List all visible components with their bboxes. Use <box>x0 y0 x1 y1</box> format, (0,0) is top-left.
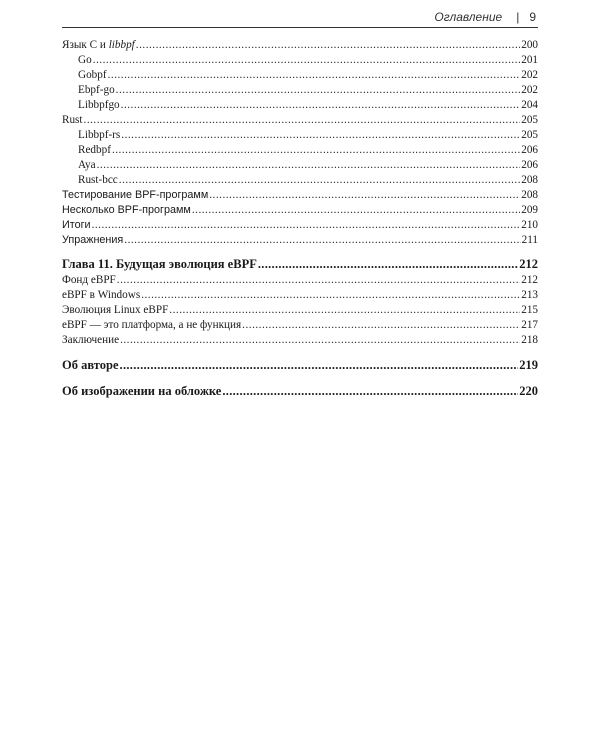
toc-entry-c-libbpf[interactable] <box>62 38 538 53</box>
toc-entry-rust-bcc[interactable] <box>62 173 538 188</box>
toc-leader-dots <box>141 288 520 303</box>
toc-entry-title: Фонд eBPF <box>62 274 116 286</box>
toc-chapter-title: Об авторе <box>62 358 119 372</box>
toc-chapter-page: 212 <box>519 257 538 271</box>
toc-entry-title: Эволюция Linux eBPF <box>62 304 169 316</box>
toc-entry-multiple-bpf[interactable] <box>62 203 538 218</box>
toc-entry-page: 217 <box>521 319 538 331</box>
toc-entry-page: 208 <box>521 189 538 201</box>
toc-leader-dots <box>97 158 521 173</box>
toc-entry-ebpf-windows[interactable] <box>62 288 538 303</box>
toc-entry-ebpf-platform[interactable] <box>62 318 538 333</box>
toc-entry-title: Aya <box>78 159 96 171</box>
toc-leader-dots <box>84 113 521 128</box>
toc-entry-page: 208 <box>521 174 538 186</box>
toc-chapter-title: Глава 11. Будущая эволюция eBPF <box>62 257 257 271</box>
toc-entry-title: Rust-bcc <box>78 174 118 186</box>
toc-entry-page: 210 <box>521 219 538 231</box>
toc-entry-title: Заключение <box>62 334 120 346</box>
toc-entry-exercises[interactable] <box>62 233 538 248</box>
toc-entry-page: 200 <box>521 39 538 51</box>
toc-entry-title: Rust <box>62 114 83 126</box>
toc-entry-page: 204 <box>521 99 538 111</box>
toc-entry-page: 206 <box>521 159 538 171</box>
toc-about-cover[interactable] <box>62 383 538 400</box>
toc-entry-title: Libbpfgo <box>78 99 120 111</box>
toc-leader-dots <box>120 333 520 348</box>
toc-entry-linux-ebpf-evolution[interactable] <box>62 303 538 318</box>
toc-entry-title: Упражнения <box>62 234 124 246</box>
table-of-contents <box>62 38 538 400</box>
toc-entry-ebpf-foundation[interactable] <box>62 273 538 288</box>
toc-entry-page: 218 <box>521 334 538 346</box>
toc-entry-page: 211 <box>521 234 538 246</box>
toc-entry-title: Redbpf <box>78 144 111 156</box>
toc-leader-dots <box>136 38 520 53</box>
toc-leader-dots <box>258 256 518 273</box>
toc-entry-title: Язык С и libbpf <box>62 39 135 51</box>
toc-entry-title: eBPF — это платформа, а не функция <box>62 319 242 331</box>
header-separator: | <box>516 10 520 24</box>
toc-entry-title: eBPF в Windows <box>62 289 141 301</box>
toc-entry-page: 213 <box>521 289 538 301</box>
toc-leader-dots <box>121 128 520 143</box>
toc-leader-dots <box>112 143 520 158</box>
toc-leader-dots <box>169 303 520 318</box>
toc-entry-rust[interactable] <box>62 113 538 128</box>
toc-entry-page: 215 <box>521 304 538 316</box>
toc-entry-libbpf-rs[interactable] <box>62 128 538 143</box>
toc-entry-title: Несколько BPF-программ <box>62 204 191 216</box>
toc-entry-title: Libbpf-rs <box>78 129 121 141</box>
toc-entry-page: 205 <box>521 129 538 141</box>
toc-about-author[interactable] <box>62 357 538 374</box>
toc-entry-title: Go <box>78 54 92 66</box>
running-header <box>62 10 538 28</box>
toc-leader-dots <box>242 318 520 333</box>
toc-leader-dots <box>92 218 521 233</box>
toc-chapter-page: 219 <box>519 358 538 372</box>
toc-entry-gobpf[interactable] <box>62 68 538 83</box>
toc-entry-summary[interactable] <box>62 218 538 233</box>
toc-chapter-page: 220 <box>519 384 538 398</box>
toc-entry-aya[interactable] <box>62 158 538 173</box>
toc-entry-redbpf[interactable] <box>62 143 538 158</box>
toc-leader-dots <box>192 203 520 218</box>
toc-entry-testing-bpf[interactable] <box>62 188 538 203</box>
toc-leader-dots <box>117 273 520 288</box>
toc-entry-page: 205 <box>521 114 538 126</box>
toc-chapter-title: Об изображении на обложке <box>62 384 222 398</box>
toc-leader-dots <box>119 173 520 188</box>
toc-entry-page: 202 <box>521 69 538 81</box>
toc-leader-dots <box>222 383 518 400</box>
toc-entry-page: 201 <box>521 54 538 66</box>
toc-chapter-11[interactable] <box>62 256 538 273</box>
toc-entry-page: 209 <box>521 204 538 216</box>
toc-entry-conclusion[interactable] <box>62 333 538 348</box>
toc-entry-libbpfgo[interactable] <box>62 98 538 113</box>
toc-entry-title: Тестирование BPF-программ <box>62 189 209 201</box>
header-page-number: 9 <box>529 10 536 24</box>
toc-entry-page: 212 <box>521 274 538 286</box>
toc-entry-go[interactable] <box>62 53 538 68</box>
toc-leader-dots <box>93 53 521 68</box>
toc-leader-dots <box>121 98 521 113</box>
toc-entry-page: 206 <box>521 144 538 156</box>
toc-leader-dots <box>209 188 520 203</box>
toc-entry-title: Ebpf-go <box>78 84 115 96</box>
header-section-title: Оглавление <box>434 10 503 24</box>
toc-leader-dots <box>108 68 521 83</box>
toc-leader-dots <box>116 83 521 98</box>
toc-leader-dots <box>120 357 519 374</box>
toc-leader-dots <box>124 233 520 248</box>
toc-entry-title: Итоги <box>62 219 91 231</box>
toc-entry-page: 202 <box>521 84 538 96</box>
toc-entry-ebpf-go[interactable] <box>62 83 538 98</box>
toc-entry-title: Gobpf <box>78 69 107 81</box>
